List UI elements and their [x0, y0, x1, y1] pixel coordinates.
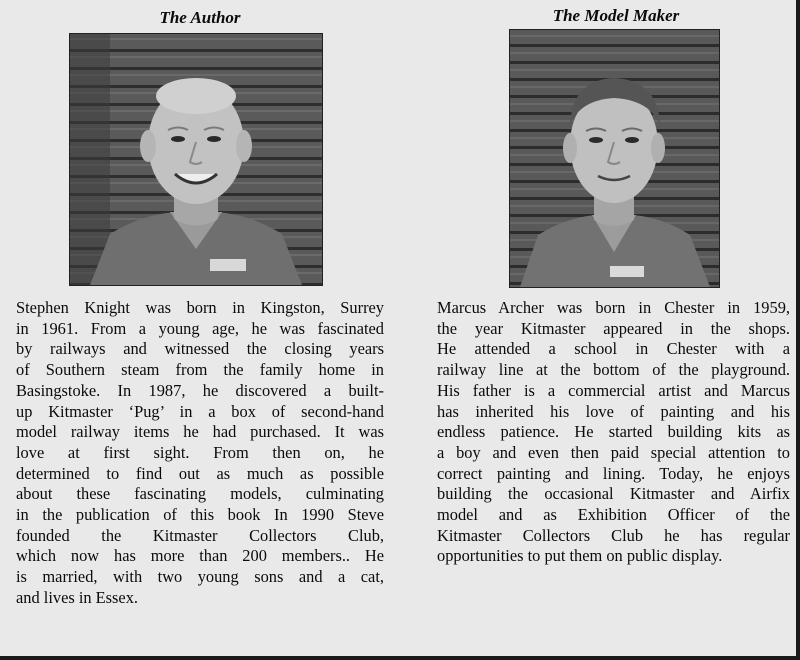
- author-bio-line: Basingstoke. In 1987, he discovered a built-: [16, 380, 384, 400]
- author-column: [10, 0, 390, 28]
- model-maker-bio-line: Marcus Archer was born in Chester in 1959,: [437, 298, 790, 317]
- model-maker-bio-line: correct painting and lining. Today, he enjoys: [437, 463, 790, 483]
- model-maker-bio-line: has inherited his love of painting and his: [437, 401, 790, 421]
- author-bio-line: in the publication of this book In 1990 Steve: [16, 505, 384, 525]
- model-maker-bio-line: building the occasional Kitmaster and Airfix: [437, 484, 790, 504]
- model-maker-bio-line: model and as Exhibition Officer of the: [437, 505, 790, 525]
- author-bio-line: determined to find out as much as possible: [16, 463, 384, 483]
- model-maker-bio-line: endless patience. He started building kits as: [437, 422, 790, 442]
- author-bio-line: founded the Kitmaster Collectors Club,: [16, 525, 384, 545]
- model-maker-bio: [437, 298, 790, 567]
- author-bio-line: of Southern steam from the family home in: [16, 360, 384, 380]
- author-bio-line: by railways and witnessed the closing years: [16, 339, 384, 359]
- author-bio-line: and lives in Essex.: [16, 587, 139, 607]
- author-bio-line: which now has more than 200 members.. He: [16, 546, 384, 566]
- author-bio-line: about these fascinating models, culminating: [16, 484, 384, 504]
- author-caption: The Author: [159, 8, 241, 27]
- author-bio: [16, 298, 384, 609]
- author-bio-line: Stephen Knight was born in Kingston, Surrey: [16, 298, 384, 317]
- author-photo: [69, 33, 323, 286]
- model-maker-bio-line: Kitmaster Collectors Club he has regular: [437, 525, 790, 545]
- model-maker-caption: The Model Maker: [552, 6, 680, 25]
- model-maker-bio-line: the year Kitmaster appeared in the shops.: [437, 318, 790, 338]
- model-maker-column: [436, 0, 796, 26]
- model-maker-bio-line: He attended a school in Chester with a: [437, 339, 790, 359]
- model-maker-bio-line: opportunities to put them on public display.: [437, 546, 723, 566]
- author-bio-line: love at first sight. From then on, he: [16, 442, 384, 462]
- model-maker-bio-line: railway line at the bottom of the playground.: [437, 360, 790, 380]
- author-bio-line: up Kitmaster ‘Pug’ in a box of second-hand: [16, 401, 384, 421]
- model-maker-bio-line: His father is a commercial artist and Marcus: [437, 380, 790, 400]
- author-bio-line: in 1961. From a young age, he was fascinated: [16, 318, 384, 338]
- author-bio-line: is married, with two young sons and a cat,: [16, 567, 384, 587]
- model-maker-photo: [509, 29, 720, 288]
- author-bio-line: model railway items he had purchased. It was: [16, 422, 384, 442]
- model-maker-bio-line: a boy and even then paid special attention to: [437, 442, 790, 462]
